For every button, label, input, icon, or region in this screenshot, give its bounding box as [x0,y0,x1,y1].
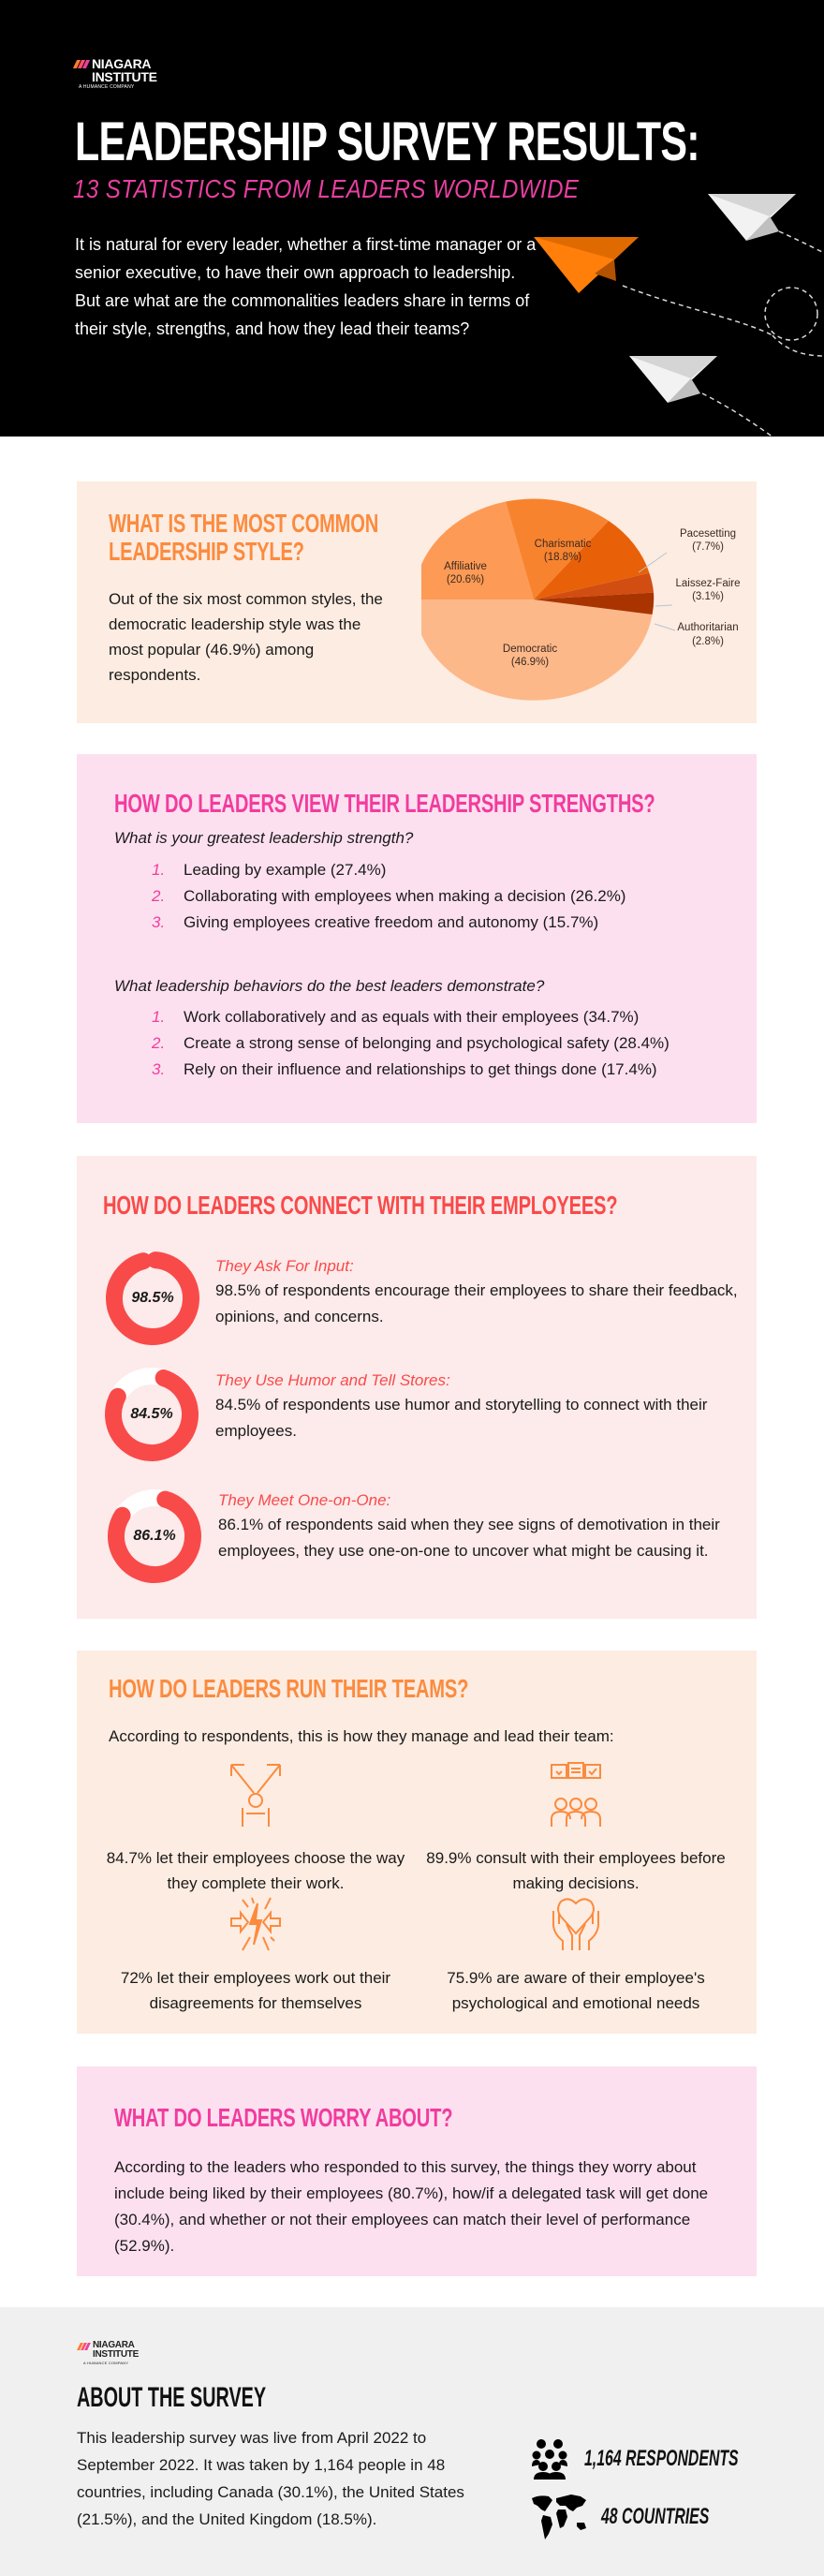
logo-stripes-icon [79,2343,89,2350]
section-lead: According to respondents, this is how they manage and lead their team: [109,1727,614,1745]
choice-arrows-icon [229,1761,282,1828]
paper-planes-illustration [506,169,824,437]
donut-value: 84.5% [130,1406,173,1422]
people-group-icon [532,2438,567,2480]
team-stat-choose-work [101,1761,410,1896]
team-stat-aware-needs [421,1896,730,2016]
stat-humor-stories [77,1366,757,1488]
leadership-style-section [77,481,757,723]
connect-employees-section [77,1156,757,1619]
pie-label-democratic: Democratic [502,644,558,655]
dashed-flight-path-icon [623,231,824,437]
list-item: 1. Leading by example (27.4%) [152,861,387,879]
pie-label-laissez-faire: Laissez-Faire [675,578,741,589]
page-subtitle: 13 STATISTICS FROM LEADERS WORLDWIDE [73,174,580,203]
question-best-behaviors: What leadership behaviors do the best leaders demonstrate? [114,977,545,995]
about-survey-footer [0,2307,824,2576]
team-stat-text: 84.7% let their employees choose the way they complete their work. [106,1849,405,1892]
list-item: 2. Collaborating with employees when making a decision (26.2%) [152,887,626,905]
stat-ask-for-input [77,1250,757,1371]
respondents-stat [532,2438,817,2480]
stat-description: 98.5% of respondents encourage their employees to share their feedback, opinions, and concerns. [215,1281,738,1325]
leadership-style-pie-chart [421,493,758,718]
list-item: 1. Work collaboratively and as equals with their employees (34.7%) [152,1008,640,1026]
countries-count: 48 COUNTRIES [601,2504,710,2529]
team-stat-consult [421,1761,730,1896]
svg-text:(3.1%): (3.1%) [692,591,724,602]
respondents-count: 1,164 RESPONDENTS [584,2446,739,2471]
stat-title: They Ask For Input: [215,1257,354,1275]
donut-value: 98.5% [131,1290,174,1306]
donut-value: 86.1% [133,1528,176,1544]
section-heading: WHAT DO LEADERS WORRY ABOUT? [114,2103,453,2132]
section-heading: WHAT IS THE MOST COMMON LEADERSHIP STYLE? [109,509,379,566]
section-heading: HOW DO LEADERS RUN THEIR TEAMS? [109,1674,469,1703]
conflict-icon [229,1896,282,1952]
stat-description: 86.1% of respondents said when they see signs of demotivation in their employees, they use one-on-one to uncover what might be causing it. [218,1516,720,1560]
svg-text:(18.8%): (18.8%) [543,552,582,563]
team-stat-text: 72% let their employees work out their disagreements for themselves [120,1969,391,2012]
team-stat-text: 75.9% are aware of their employee's psychological and emotional needs [447,1969,705,2012]
about-heading: ABOUT THE SURVEY [77,2382,267,2413]
stat-one-on-one [77,1488,757,1609]
leaders-worry-section [77,2066,757,2276]
logo-name-line2: INSTITUTE [92,69,157,84]
paper-plane-white-icon [629,356,717,403]
section-heading: HOW DO LEADERS VIEW THEIR LEADERSHIP STRENGTHS? [114,789,655,818]
logo-name-line1: NIAGARA [92,56,152,71]
question-greatest-strength: What is your greatest leadership strength? [114,829,414,847]
team-feedback-icon [550,1761,602,1828]
logo-tagline: A HUMANCE COMPANY [79,84,135,90]
pie-label-charismatic: Charismatic [534,539,592,550]
section-heading: HOW DO LEADERS CONNECT WITH THEIR EMPLOYEES? [103,1191,618,1220]
strengths-list [152,857,625,936]
logo-stripes-icon [75,60,88,68]
stat-description: 84.5% of respondents use humor and storytelling to connect with their employees. [215,1396,708,1440]
stat-title: They Use Humor and Tell Stores: [215,1371,450,1389]
team-stat-text: 89.9% consult with their employees before making decisions. [426,1849,726,1892]
heart-hands-icon [550,1896,602,1952]
pie-label-affiliative: Affiliative [444,561,487,572]
stat-title: They Meet One-on-One: [218,1491,391,1509]
behaviors-list [152,1004,670,1083]
run-teams-section [77,1651,757,2034]
hero-banner [0,0,824,437]
svg-text:(7.7%): (7.7%) [692,541,724,553]
section-body: According to the leaders who responded to this survey, the things they worry about include being liked by their employees (80.7%), how/if a delegated task will get done (30.4%), and whether or not their employees can match their level of performance (52.9%). [114,2158,709,2255]
svg-text:(2.8%): (2.8%) [692,636,724,647]
svg-text:(20.6%): (20.6%) [446,574,485,585]
niagara-institute-logo [75,57,157,90]
countries-stat [530,2493,765,2541]
niagara-institute-logo: NIAGARA INSTITUTE A HUMANCE COMPANY [79,2341,139,2365]
pie-label-pacesetting: Pacesetting [679,528,737,540]
list-item: 3. Giving employees creative freedom and autonomy (15.7%) [152,913,599,931]
page-title: LEADERSHIP SURVEY RESULTS: [75,111,699,172]
leadership-strengths-section [77,754,757,1123]
svg-text:(46.9%): (46.9%) [510,657,550,668]
team-stat-disagreements [101,1896,410,2016]
list-item: 2. Create a strong sense of belonging and psychological safety (28.4%) [152,1034,670,1052]
section-body: Out of the six most common styles, the democratic leadership style was the most popular (46.9%) among respondents. [109,590,383,684]
about-body: This leadership survey was live from April 2022 to September 2022. It was taken by 1,164 people in 48 countries, including Canada (30.1%), the United States (21.5%), and the United Kingdom (18.5%). [77,2429,464,2528]
pie-label-authoritarian: Authoritarian [677,622,739,633]
intro-paragraph: It is natural for every leader, whether a first-time manager or a senior executive, to have their own approach to leadership. But are what are the commonalities leaders share in terms of their style, strengths, and how they lead their teams? [75,235,537,338]
world-map-icon [530,2493,588,2541]
paper-plane-orange-icon [534,237,639,293]
list-item: 3. Rely on their influence and relationships to get things done (17.4%) [152,1060,657,1078]
